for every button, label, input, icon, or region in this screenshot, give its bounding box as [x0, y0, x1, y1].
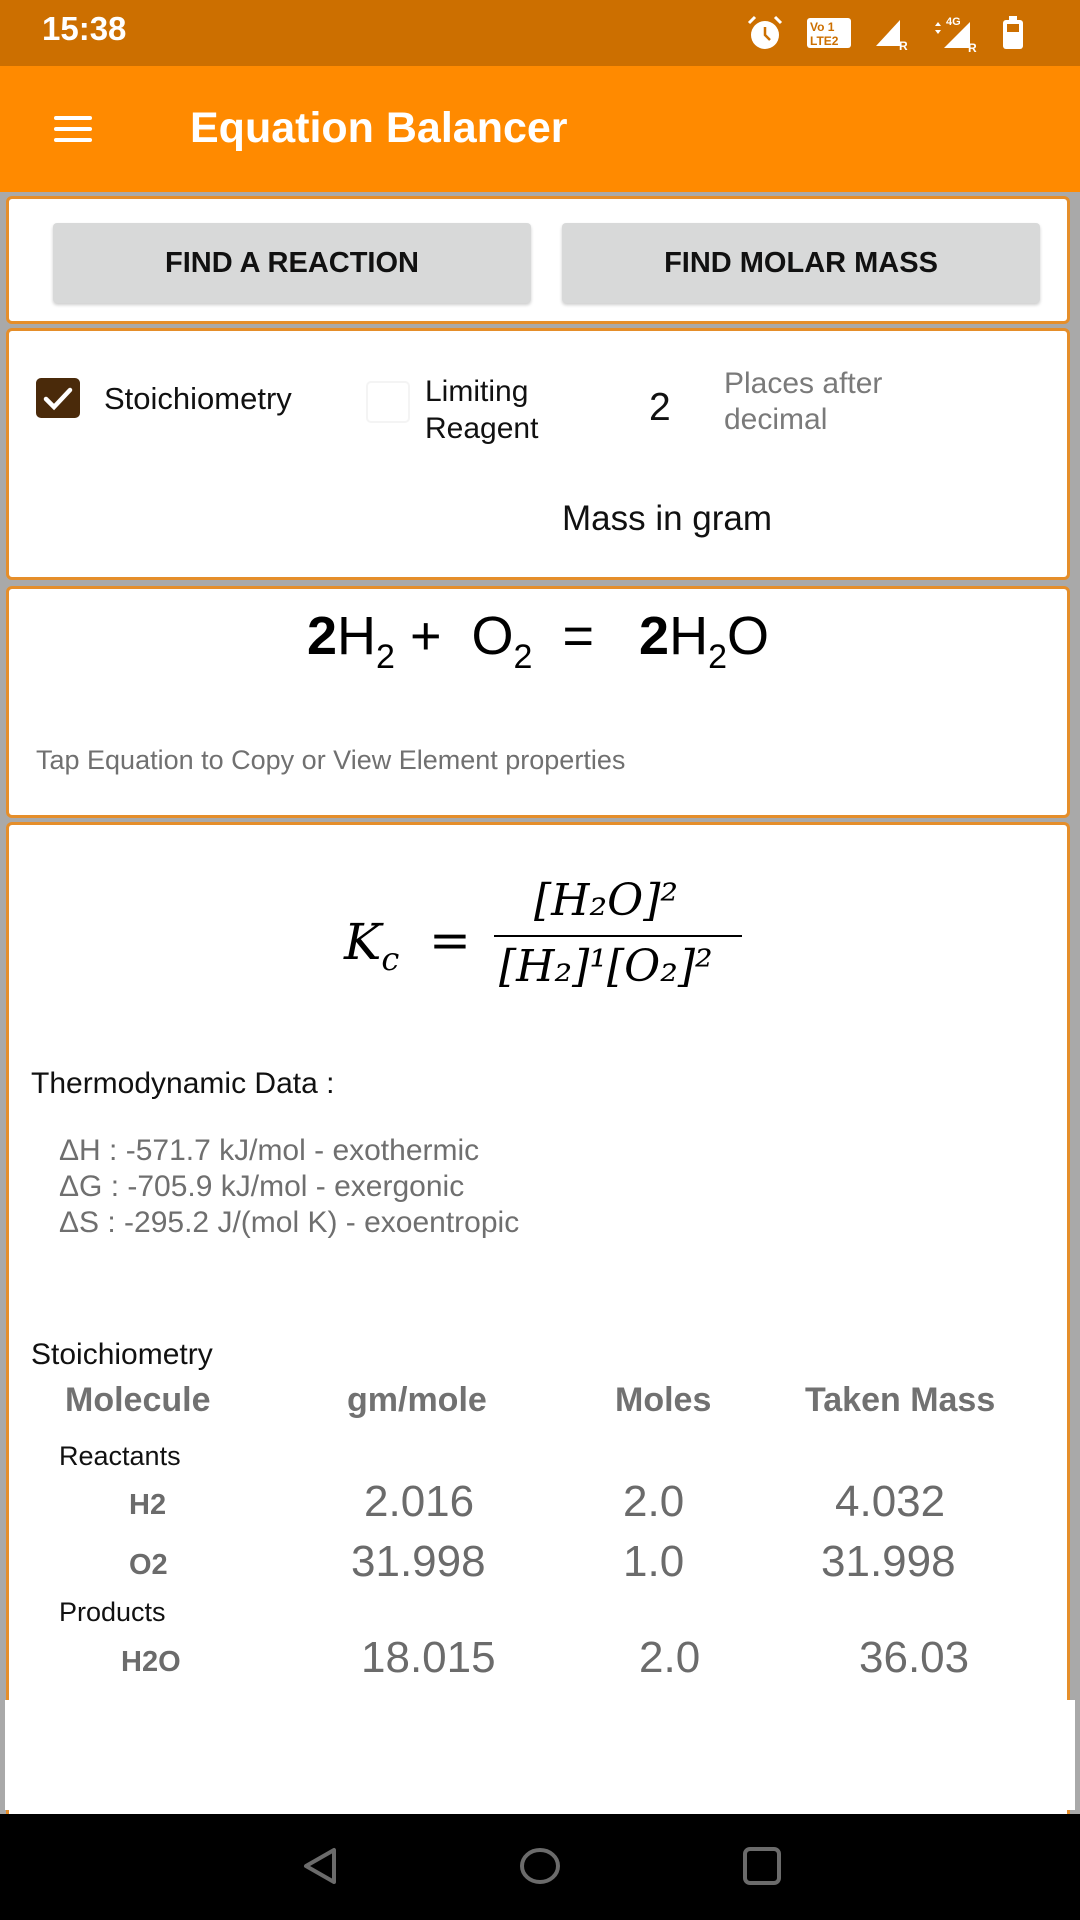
- svg-text:R: R: [968, 41, 977, 52]
- row-h2o-moles[interactable]: 2.0: [639, 1633, 701, 1682]
- find-molar-mass-button[interactable]: FIND MOLAR MASS: [562, 223, 1040, 303]
- reactants-label: Reactants: [59, 1441, 181, 1471]
- row-h2-gm: 2.016: [364, 1477, 475, 1526]
- hamburger-menu-icon[interactable]: [54, 116, 92, 142]
- equation-card: [6, 586, 1070, 818]
- mass-unit-selector[interactable]: Mass in gram: [562, 499, 773, 538]
- stoich-title: Stoichiometry: [31, 1338, 213, 1371]
- back-icon[interactable]: [298, 1844, 342, 1888]
- row-h2o-mass[interactable]: 36.03: [859, 1633, 970, 1682]
- actions-card: [6, 196, 1070, 324]
- row-h2-moles[interactable]: 2.0: [623, 1477, 685, 1526]
- row-h2o-gm: 18.015: [361, 1633, 496, 1682]
- thermo-lines: [59, 1133, 519, 1241]
- svg-text:Vo 1: Vo 1: [810, 20, 835, 34]
- recents-icon[interactable]: [740, 1844, 784, 1888]
- app-title: Equation Balancer: [190, 104, 568, 152]
- row-o2-gm: 31.998: [351, 1537, 486, 1586]
- results-card: $K_c$ = [H₂O]² [H₂]¹[O₂]² Thermodynamic Data : ΔH : -571.7 kJ/mol - exothermic ΔG : -705.9 kJ/mol - exergonic ΔS : -295.2 J/(mol K) - exoentropic Stoichiometry Molecule gm/mole Moles Taken Mass Reactants H2 2.016 2.0 4.032 O2 31.998 1.0 31.998 Products H2O 18.015 2.0 36.03: [6, 822, 1070, 1822]
- row-o2-mass[interactable]: 31.998: [821, 1537, 956, 1586]
- limiting-reagent-label[interactable]: Limiting Reagent: [425, 375, 539, 445]
- thermo-title: Thermodynamic Data :: [31, 1067, 335, 1100]
- col-gm-per-mole: gm/mole: [347, 1381, 487, 1419]
- status-icons: [746, 14, 1024, 52]
- status-time: 15:38: [42, 10, 127, 47]
- svg-text:LTE2: LTE2: [810, 34, 839, 48]
- delta-g: ΔG : -705.9 kJ/mol - exergonic: [59, 1170, 465, 1203]
- col-taken-mass: Taken Mass: [805, 1381, 996, 1419]
- svg-text:4G: 4G: [946, 16, 961, 28]
- balanced-equation[interactable]: $2H_2 + O_2$ = $2H_2O$: [306, 606, 770, 676]
- home-icon[interactable]: [518, 1844, 562, 1888]
- stoichiometry-label[interactable]: Stoichiometry: [104, 381, 292, 416]
- row-o2-molecule: O2: [129, 1549, 168, 1581]
- battery-icon: [1002, 16, 1024, 50]
- 4g-signal-r-icon: [932, 14, 980, 52]
- find-reaction-button[interactable]: FIND A REACTION: [53, 223, 531, 303]
- bottom-panel: [5, 1700, 1075, 1810]
- row-h2o-molecule: H2O: [121, 1646, 181, 1678]
- row-o2-moles[interactable]: 1.0: [623, 1537, 685, 1586]
- volte-lte2-icon: [806, 17, 852, 49]
- decimal-places-label: Places after decimal: [724, 367, 883, 436]
- delta-h: ΔH : -571.7 kJ/mol - exothermic: [59, 1134, 480, 1167]
- status-bar: [0, 0, 1080, 66]
- col-molecule: Molecule: [65, 1381, 211, 1419]
- svg-text:R: R: [899, 39, 908, 50]
- equation-hint: Tap Equation to Copy or View Element properties: [36, 745, 626, 775]
- checkmark-icon: [36, 378, 80, 418]
- row-h2-molecule: H2: [129, 1489, 167, 1521]
- limiting-reagent-checkbox[interactable]: [366, 381, 410, 423]
- stoichiometry-checkbox[interactable]: [36, 378, 80, 418]
- signal-r-icon: [874, 16, 910, 50]
- navigation-bar: [0, 1814, 1080, 1920]
- app-bar: [0, 66, 1080, 192]
- products-label: Products: [59, 1597, 166, 1627]
- alarm-icon: [746, 15, 784, 51]
- delta-s: ΔS : -295.2 J/(mol K) - exoentropic: [59, 1206, 520, 1239]
- options-card: [6, 328, 1070, 580]
- decimal-places-input[interactable]: 2: [649, 386, 671, 429]
- col-moles: Moles: [615, 1381, 712, 1419]
- row-h2-mass[interactable]: 4.032: [835, 1477, 946, 1526]
